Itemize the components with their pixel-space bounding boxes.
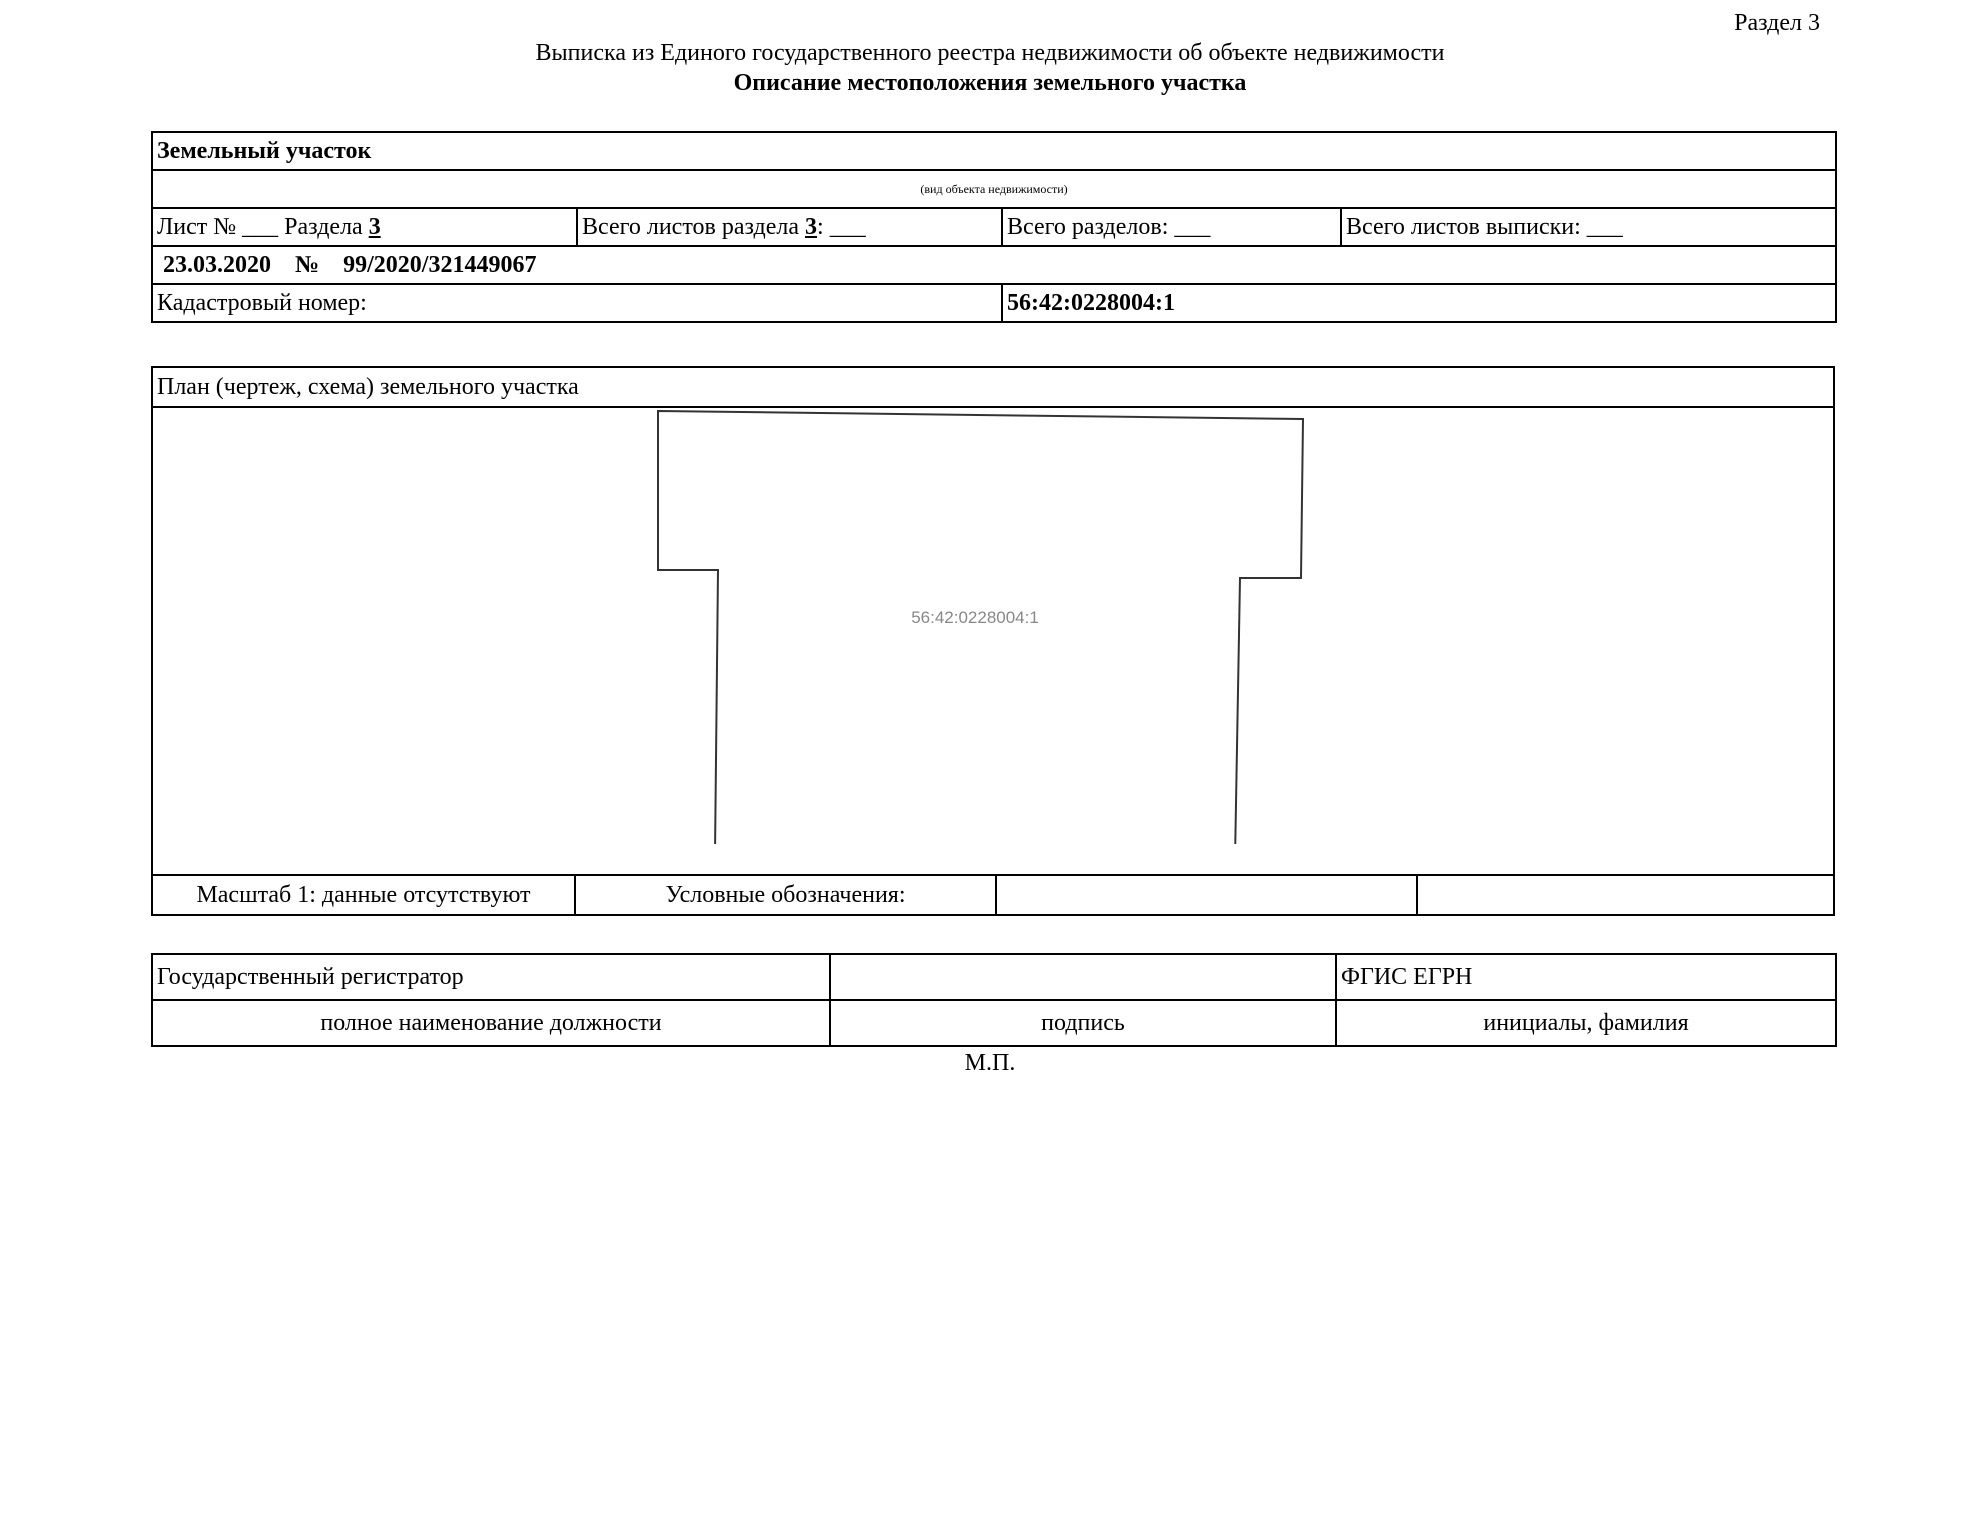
cadastral-number: 56:42:0228004:1 (1002, 284, 1836, 322)
registrar-name: ФГИС ЕГРН (1336, 954, 1836, 1000)
section-label: Раздел 3 (1734, 10, 1820, 36)
registrar-position: Государственный регистратор (152, 954, 830, 1000)
parcel-plan-drawing (153, 408, 1833, 844)
parcel-outline (658, 411, 1303, 844)
extract-date: 23.03.2020 (163, 251, 271, 278)
extract-number: 99/2020/321449067 (343, 251, 537, 278)
total-sections: Всего разделов: ___ (1002, 208, 1341, 246)
signature-caption: подпись (830, 1000, 1336, 1046)
parcel-label: 56:42:0228004:1 (911, 608, 1039, 627)
total-sheets-section-value: 3 (805, 213, 818, 240)
document-subtitle: Описание местоположения земельного участка (733, 70, 1247, 96)
scale-info: Масштаб 1: данные отсутствуют (153, 876, 576, 914)
date-number-row (152, 246, 1836, 284)
total-sheets-label: Всего листов раздела (582, 213, 800, 240)
legend-label: Условные обозначения: (576, 876, 997, 914)
total-extract-sheets: Всего листов выписки: ___ (1341, 208, 1836, 246)
plan-footer (153, 874, 1833, 914)
number-sign: № (295, 251, 320, 278)
signature-empty-cell (830, 954, 1336, 1000)
position-caption: полное наименование должности (152, 1000, 830, 1046)
object-type: Земельный участок (152, 132, 1836, 170)
legend-empty-cell-1 (997, 876, 1418, 914)
name-caption: инициалы, фамилия (1336, 1000, 1836, 1046)
sheet-number-label: Лист № ___ Раздела (157, 213, 363, 240)
total-sheets-suffix: : ___ (817, 213, 866, 240)
object-info-table (151, 131, 1837, 323)
cadastral-label: Кадастровый номер: (152, 284, 1002, 322)
plan-box (151, 366, 1835, 916)
sheet-number-cell (152, 208, 577, 246)
sheet-section-value: 3 (368, 213, 381, 240)
legend-empty-cell-2 (1418, 876, 1833, 914)
signature-table (151, 953, 1837, 1047)
document-title: Выписка из Единого государственного реестра недвижимости об объекте недвижимости (535, 40, 1445, 66)
plan-title: План (чертеж, схема) земельного участка (153, 368, 1833, 408)
total-sheets-cell (577, 208, 1002, 246)
object-type-caption: (вид объекта недвижимости) (152, 170, 1836, 208)
stamp-place: М.П. (964, 1050, 1016, 1076)
